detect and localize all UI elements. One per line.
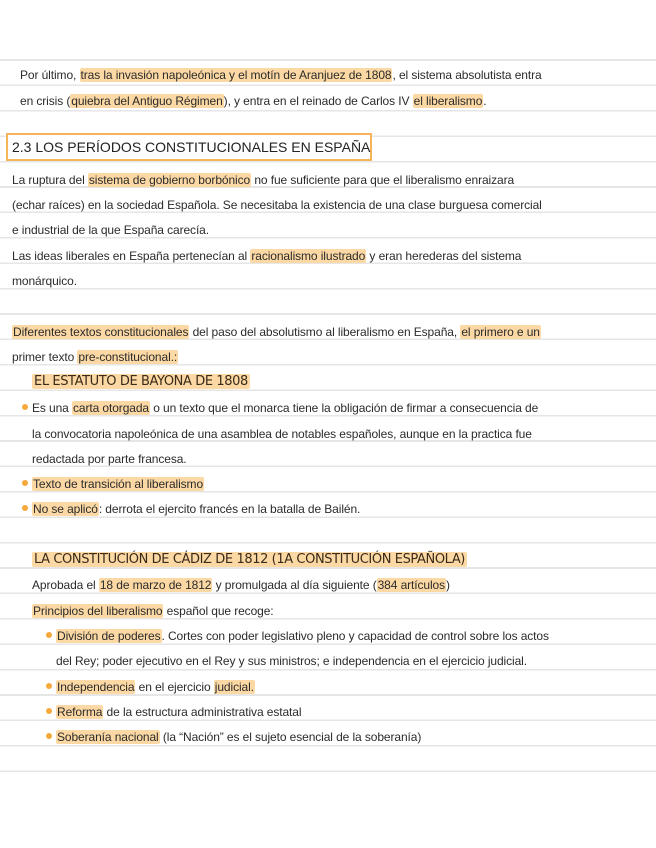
section-heading: 2.3 LOS PERÍODOS CONSTITUCIONALES EN ESPAÑA	[12, 139, 371, 155]
highlight: Reforma	[57, 705, 103, 719]
bayona-bullet-1-line-3: redactada por parte francesa.	[32, 452, 187, 466]
highlight: No se aplicó	[33, 502, 98, 516]
cadiz-principle-3	[46, 703, 301, 721]
para1-line-1	[12, 171, 514, 189]
bullet-icon	[22, 404, 28, 410]
text: en el ejercicio	[135, 680, 214, 694]
cadiz-line-2	[32, 602, 274, 620]
text: : derrota el ejercito francés en la batalla de Bailén.	[98, 502, 361, 516]
text: , el sistema absolutista entra	[392, 68, 542, 82]
para1-line-2: (echar raíces) en la sociedad Española. Se necesitaba la existencia de una clase burguesa comercial	[12, 198, 542, 212]
cadiz-principle-1-line-2: del Rey; poder ejecutivo en el Rey y sus ministros; e independencia en el ejercicio judicial.	[56, 654, 527, 668]
highlight: Texto de transición al liberalismo	[33, 477, 204, 491]
bullet-icon	[46, 708, 52, 714]
text: .	[483, 94, 487, 108]
text: en crisis (	[20, 94, 71, 108]
text: no fue suficiente para que el liberalismo enraizara	[251, 173, 515, 187]
highlight: Diferentes textos constitucionales	[13, 325, 189, 339]
text: del paso del absolutismo al liberalismo en España,	[189, 325, 461, 339]
highlight: Soberanía nacional	[57, 730, 159, 744]
highlight: 384 artículos	[377, 578, 446, 592]
bullet-icon	[46, 632, 52, 638]
highlight: tras la invasión napoleónica y el motín de Aranjuez de 1808	[80, 68, 392, 82]
text: . Cortes con poder legislativo pleno y capacidad de control sobre los actos	[161, 629, 549, 643]
cadiz-principle-2	[46, 678, 255, 696]
highlight: EL ESTATUTO DE BAYONA DE 1808	[34, 374, 248, 389]
highlight: el primero e un	[461, 325, 540, 339]
cadiz-principle-1	[46, 627, 549, 645]
bullet-icon	[22, 480, 28, 486]
text: (la “Nación” es el sujeto esencial de la soberanía)	[159, 730, 422, 744]
text: de la estructura administrativa estatal	[103, 705, 302, 719]
para2-line-2	[12, 348, 178, 366]
highlight: quiebra del Antiguo Régimen	[71, 94, 223, 108]
para1-line-5: monárquico.	[12, 274, 77, 288]
highlight: LA CONSTITUCIÓN DE CÁDIZ DE 1812 (1A CONSTITUCIÓN ESPAÑOLA)	[34, 552, 465, 567]
bullet-icon	[46, 733, 52, 739]
text: o un texto que el monarca tiene la obligación de firmar a consecuencia de	[150, 401, 539, 415]
highlight: Independencia	[57, 680, 135, 694]
text: primer texto	[12, 350, 78, 364]
bottom-margin	[0, 790, 656, 848]
text: La ruptura del	[12, 173, 88, 187]
text: Aprobada el	[32, 578, 99, 592]
text: y promulgada al día siguiente (	[212, 578, 377, 592]
highlight: carta otorgada	[73, 401, 149, 415]
text: y eran herederas del sistema	[366, 249, 522, 263]
highlight: sistema de gobierno borbónico	[88, 173, 251, 187]
text: Es una	[32, 401, 72, 415]
bullet-icon	[46, 683, 52, 689]
top-margin	[0, 0, 656, 52]
text: Las ideas liberales en España pertenecían al	[12, 249, 251, 263]
bayona-bullet-1	[22, 399, 538, 417]
highlight: judicial.	[214, 680, 254, 694]
highlight: el liberalismo	[413, 94, 483, 108]
para1-line-3: e industrial de la que España carecía.	[12, 223, 209, 237]
text: )	[446, 578, 450, 592]
highlight: División de poderes	[57, 629, 161, 643]
highlight: 18 de marzo de 1812	[99, 578, 212, 592]
bayona-title	[32, 373, 250, 391]
text: ), y entra en el reinado de Carlos IV	[223, 94, 413, 108]
intro-line-1	[20, 66, 542, 84]
cadiz-principle-4	[46, 728, 421, 746]
highlight: Principios del liberalismo	[33, 604, 163, 618]
para1-line-4	[12, 247, 521, 265]
bayona-bullet-1-line-2: la convocatoria napoleónica de una asamblea de notables españoles, aunque en la practica fue	[32, 427, 532, 441]
cadiz-title	[32, 551, 467, 569]
cadiz-line-1	[32, 576, 450, 594]
text: Por último,	[20, 68, 80, 82]
bayona-bullet-2	[22, 475, 204, 493]
intro-line-2	[20, 92, 487, 110]
highlight: racionalismo ilustrado	[251, 249, 366, 263]
highlight: pre-constitucional.:	[78, 350, 178, 364]
bullet-icon	[22, 505, 28, 511]
para2-line-1	[12, 323, 541, 341]
text: español que recoge:	[163, 604, 274, 618]
bayona-bullet-3	[22, 500, 360, 518]
